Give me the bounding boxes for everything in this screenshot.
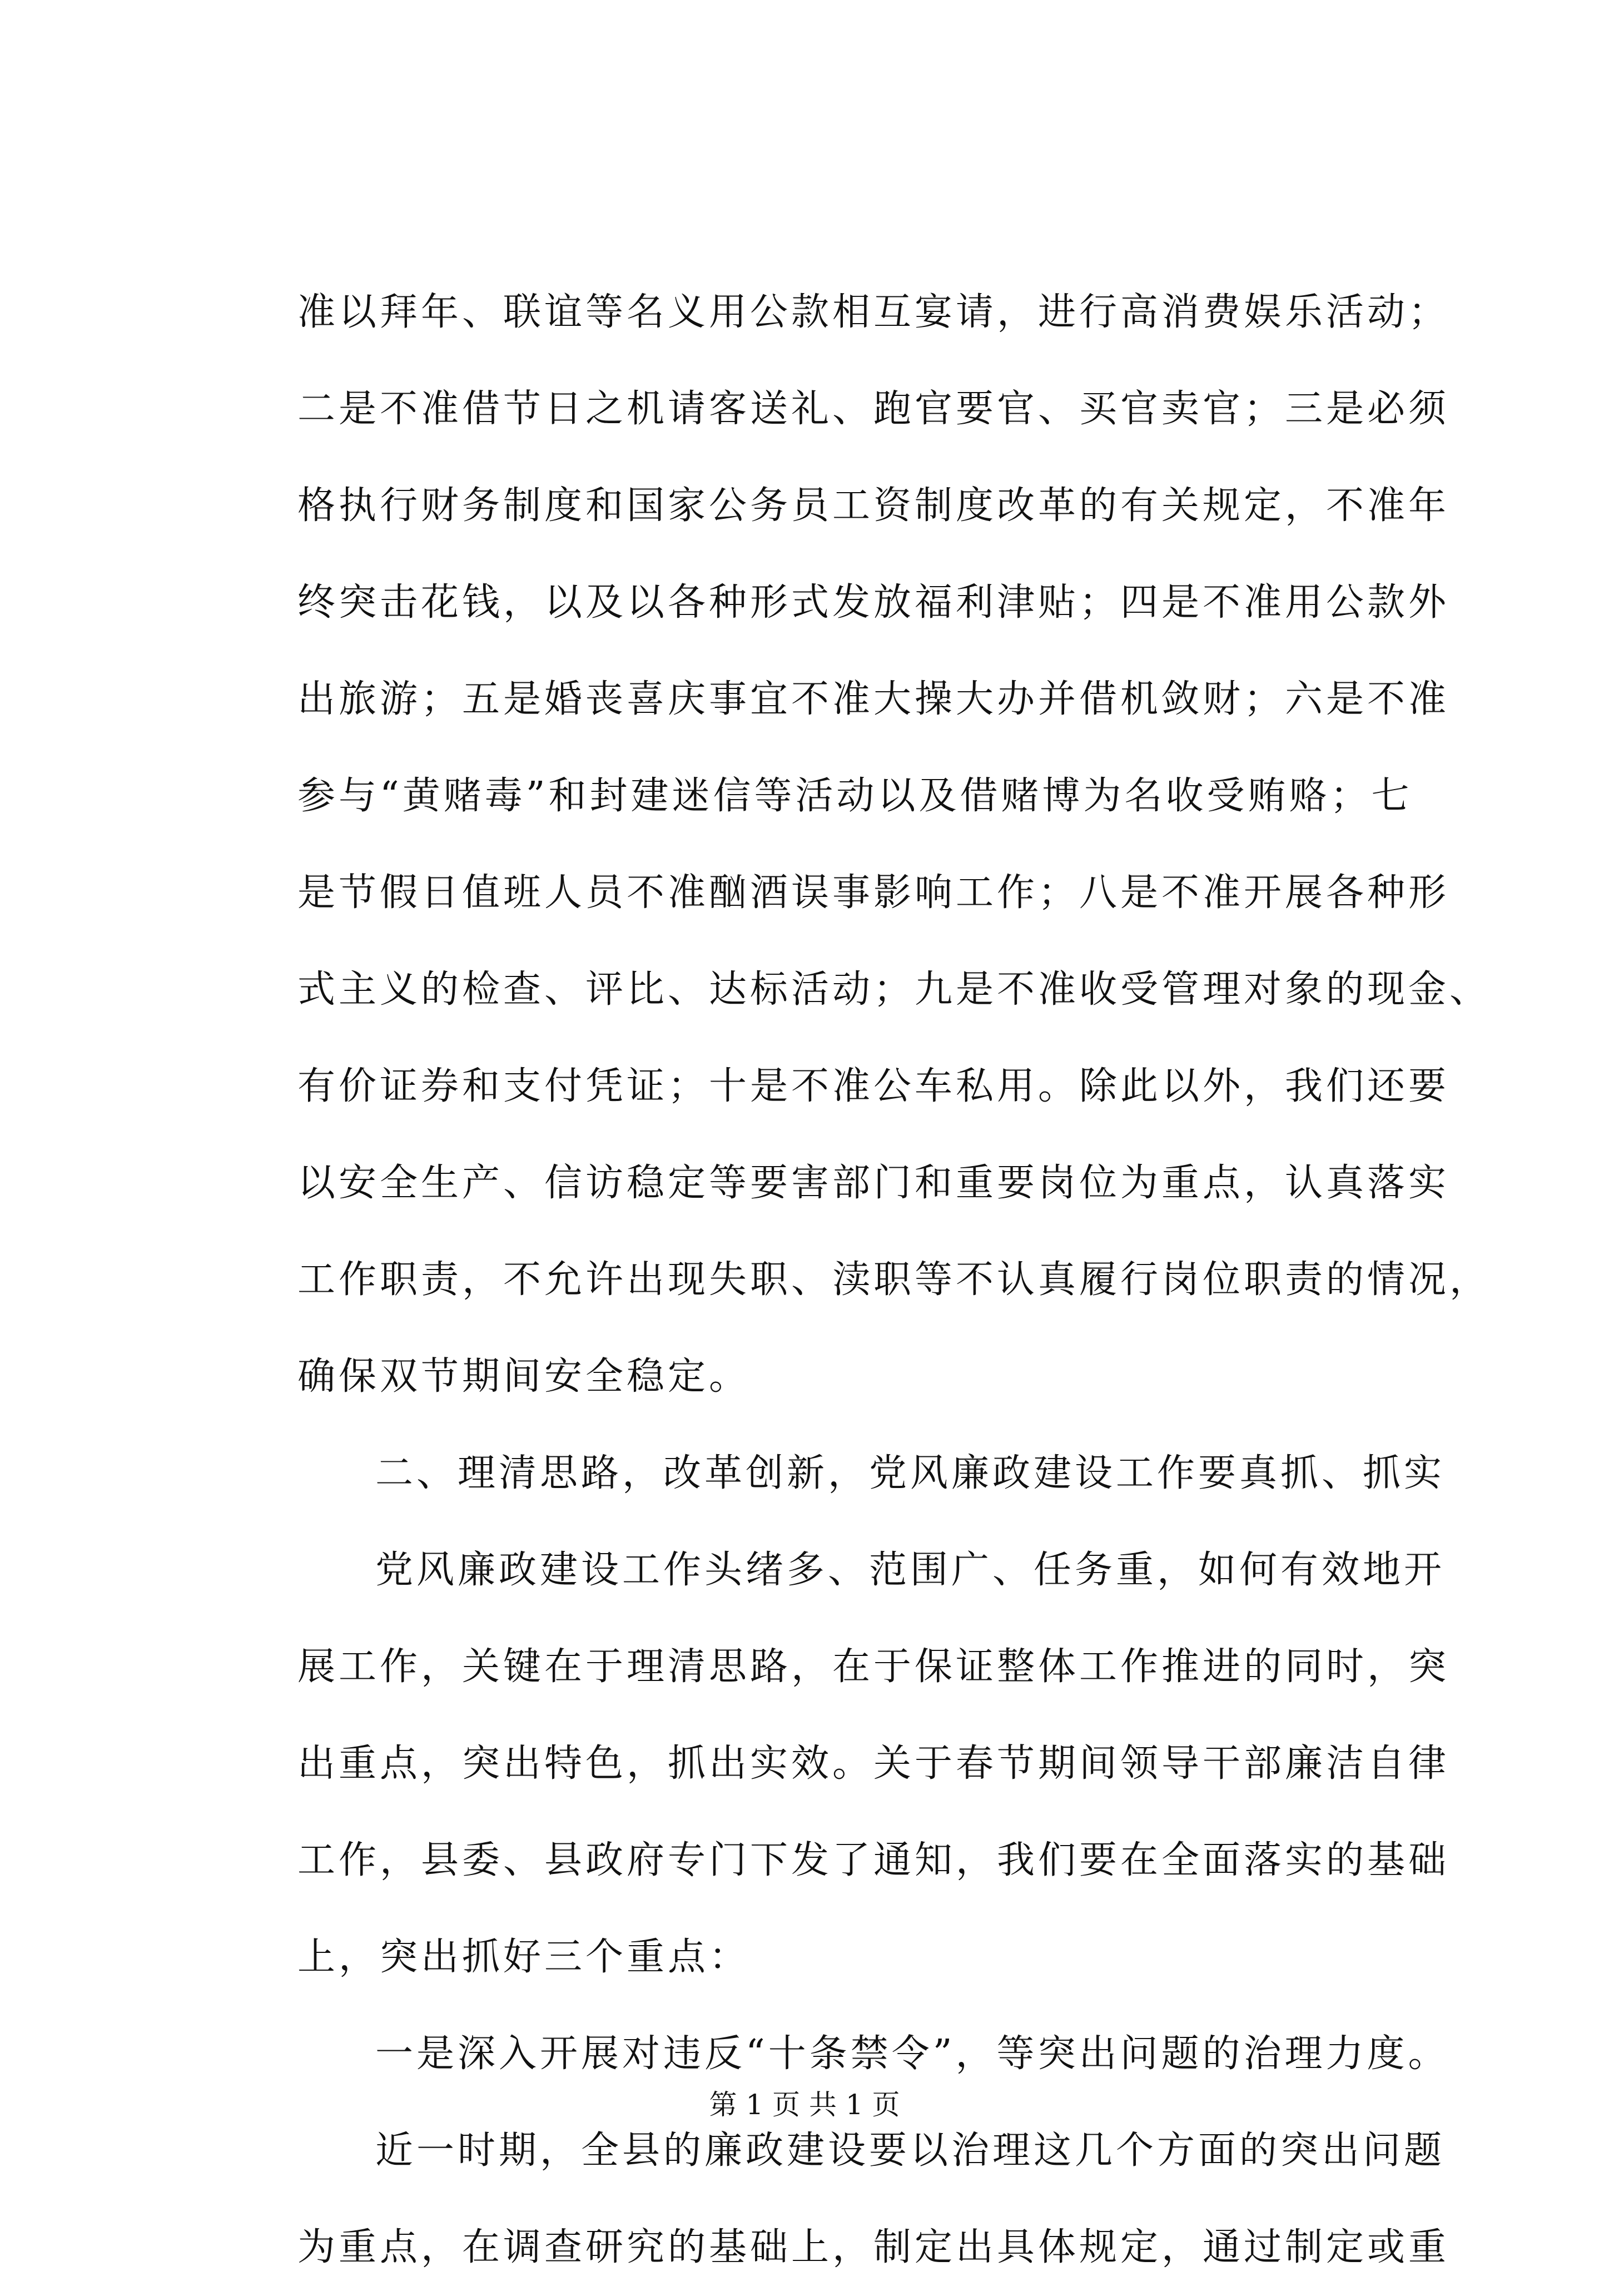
text-line: 是节假日值班人员不准酗酒误事影响工作；八是不准开展各种形 <box>297 871 1450 915</box>
text-line: 党风廉政建设工作头绪多、范围广、任务重，如何有效地开 <box>375 1548 1446 1592</box>
text-line: 上，突出抓好三个重点： <box>297 1935 751 1979</box>
text-line: 为重点，在调查研究的基础上，制定出具体规定，通过制定或重 <box>297 2225 1450 2269</box>
text-line: 二是不准借节日之机请客送礼、跑官要官、买官卖官；三是必须 <box>297 387 1450 431</box>
text-line: 有价证券和支付凭证；十是不准公车私用。除此以外，我们还要 <box>297 1064 1450 1108</box>
text-line: 确保双节期间安全稳定。 <box>297 1355 751 1399</box>
page-number-footer: 第 1 页 共 1 页 <box>709 2089 900 2121</box>
text-line: 工作职责，不允许出现失职、渎职等不认真履行岗位职责的情况， <box>297 1258 1491 1302</box>
text-line: 准以拜年、联谊等名义用公款相互宴请，进行高消费娱乐活动； <box>297 290 1450 334</box>
text-line: 格执行财务制度和国家公务员工资制度改革的有关规定，不准年 <box>297 484 1450 528</box>
text-line: 以安全生产、信访稳定等要害部门和重要岗位为重点，认真落实 <box>297 1161 1450 1205</box>
text-line: 出旅游；五是婚丧喜庆事宜不准大操大办并借机敛财；六是不准 <box>297 677 1450 721</box>
text-line: 终突击花钱，以及以各种形式发放福利津贴；四是不准用公款外 <box>297 581 1450 624</box>
text-line: 近一时期，全县的廉政建设要以治理这几个方面的突出问题 <box>375 2129 1446 2173</box>
text-line: 式主义的检查、评比、达标活动；九是不准收受管理对象的现金、 <box>297 968 1491 1011</box>
text-line: 参与“黄赌毒”和封建迷信等活动以及借赌博为名收受贿赂；七 <box>297 774 1413 818</box>
section-heading: 二、理清思路，改革创新，党风廉政建设工作要真抓、抓实 <box>375 1451 1446 1495</box>
text-line: 一是深入开展对违反“十条禁令”，等突出问题的治理力度。 <box>375 2032 1449 2076</box>
text-line: 出重点，突出特色，抓出实效。关于春节期间领导干部廉洁自律 <box>297 1742 1450 1786</box>
text-line: 展工作，关键在于理清思路，在于保证整体工作推进的同时，突 <box>297 1645 1450 1689</box>
document-body <box>297 264 1491 2296</box>
text-line: 工作，县委、县政府专门下发了通知，我们要在全面落实的基础 <box>297 1838 1450 1882</box>
